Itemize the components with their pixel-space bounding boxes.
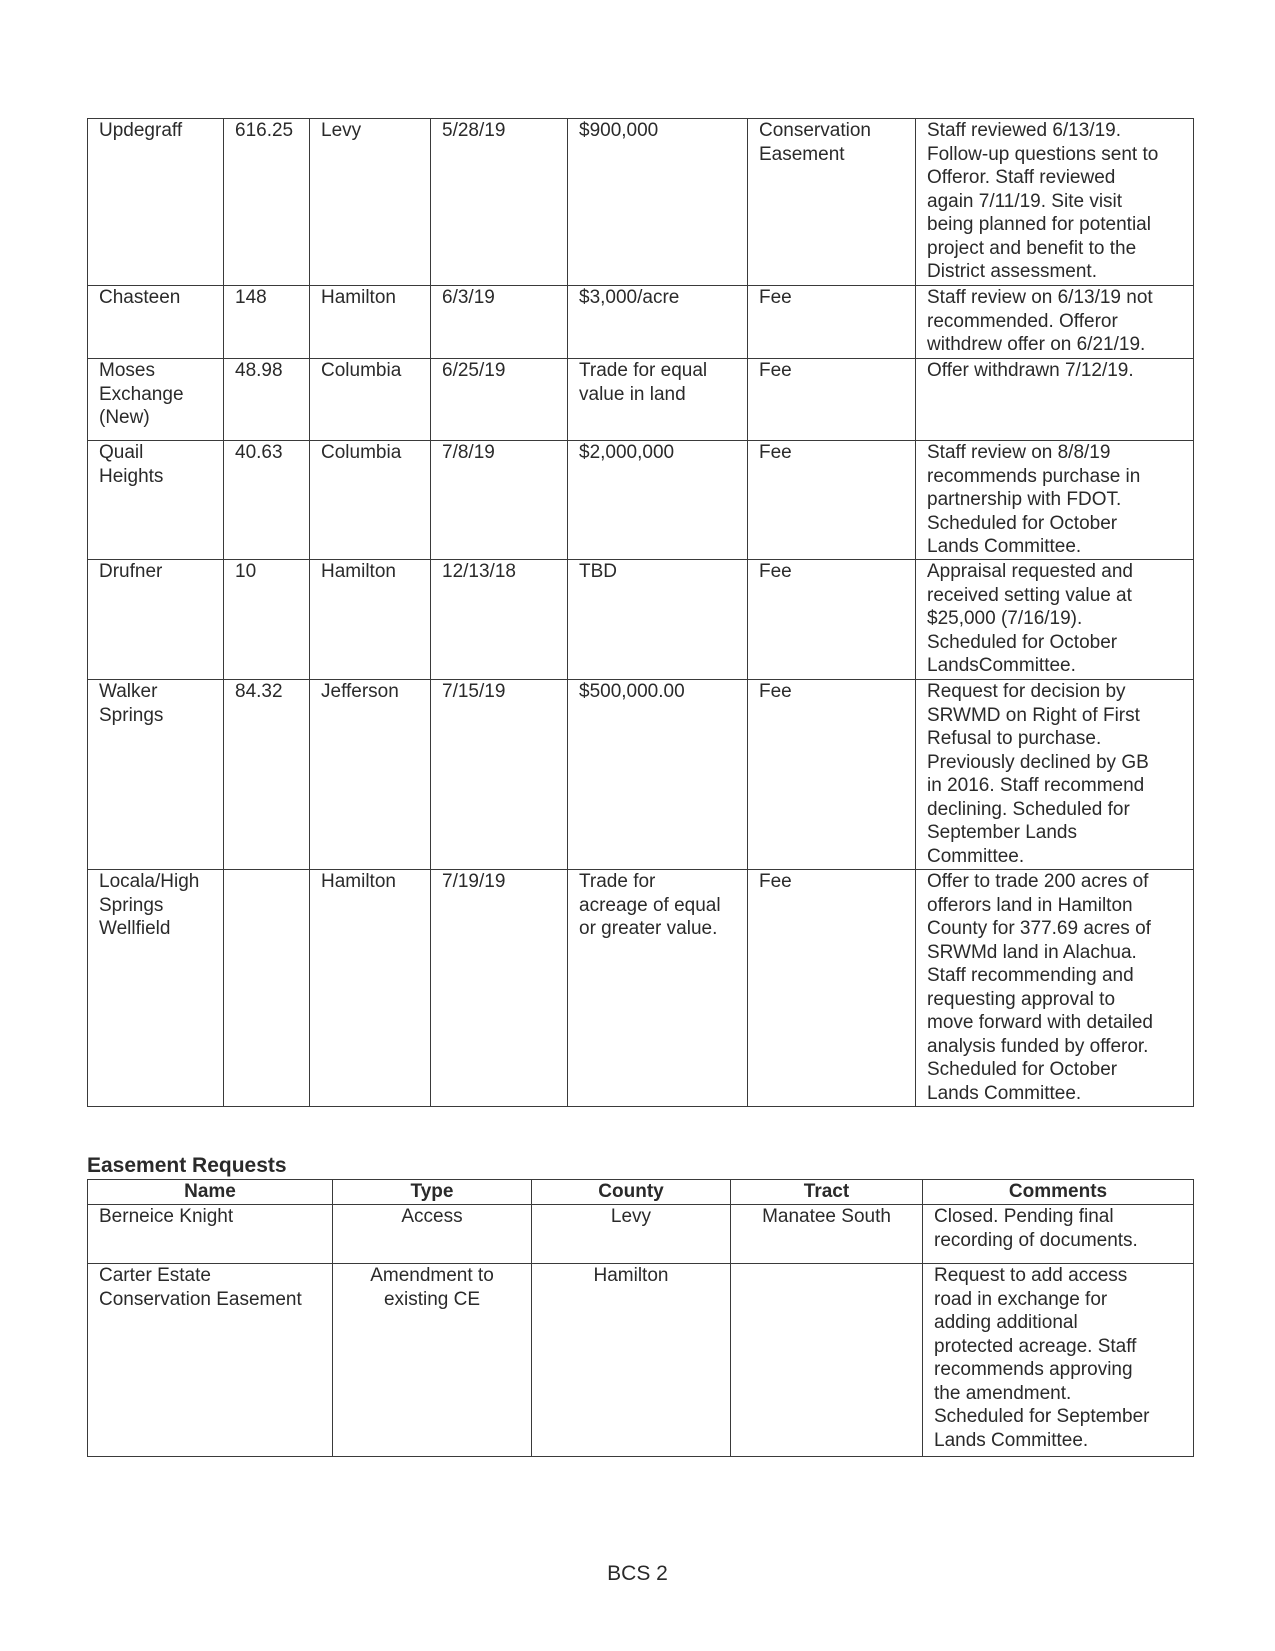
offer-date-cell: 7/8/19 — [431, 441, 568, 560]
offer-name-cell: Quail Heights — [88, 441, 224, 560]
offer-comments-cell: Request for decision by SRWMD on Right of First Refusal to purchase. Previously declined by GB in 2016. Staff recommend declining. Scheduled for September Lands Committee. — [916, 680, 1194, 870]
offer-comments-cell: Offer to trade 200 acres of offerors land in Hamilton County for 377.69 acres of SRWMd land in Alachua. Staff recommending and requesting approval to move forward with detailed analysis funded by offeror. Scheduled for October Lands Committee. — [916, 870, 1194, 1107]
easement-comments-cell: Closed. Pending final recording of documents. — [923, 1205, 1194, 1264]
offer-price-cell: Trade for equal value in land — [568, 359, 748, 441]
offer-name-cell: Walker Springs — [88, 680, 224, 870]
table-row — [88, 680, 1194, 870]
table-row — [88, 1205, 1194, 1264]
offer-comments-cell: Staff reviewed 6/13/19. Follow-up questions sent to Offeror. Staff reviewed again 7/11/19. Site visit being planned for potential project and benefit to the District assessment. — [916, 119, 1194, 286]
column-header-type: Type — [333, 1180, 532, 1205]
easement-type-cell: Amendment to existing CE — [333, 1264, 532, 1457]
offer-date-cell: 7/15/19 — [431, 680, 568, 870]
offer-county-cell: Hamilton — [310, 870, 431, 1107]
offer-type-cell: Conservation Easement — [748, 119, 916, 286]
offer-acres-cell: 148 — [224, 286, 310, 359]
column-header-county: County — [532, 1180, 731, 1205]
offer-acres-cell: 10 — [224, 560, 310, 680]
offer-name-cell: Moses Exchange (New) — [88, 359, 224, 441]
offer-comments-cell: Appraisal requested and received setting value at $25,000 (7/16/19). Scheduled for October LandsCommittee. — [916, 560, 1194, 680]
offer-price-cell: $3,000/acre — [568, 286, 748, 359]
offer-acres-cell: 48.98 — [224, 359, 310, 441]
offer-date-cell: 6/25/19 — [431, 359, 568, 441]
offer-acres-cell: 40.63 — [224, 441, 310, 560]
offer-price-cell: $500,000.00 — [568, 680, 748, 870]
offer-date-cell: 6/3/19 — [431, 286, 568, 359]
offer-county-cell: Columbia — [310, 359, 431, 441]
land-offers-table — [87, 118, 1194, 1107]
easement-county-cell: Hamilton — [532, 1264, 731, 1457]
offer-comments-cell: Staff review on 6/13/19 not recommended. Offeror withdrew offer on 6/21/19. — [916, 286, 1194, 359]
column-header-comments: Comments — [923, 1180, 1194, 1205]
offer-type-cell: Fee — [748, 359, 916, 441]
offer-type-cell: Fee — [748, 680, 916, 870]
table-row — [88, 1264, 1194, 1457]
table-row — [88, 119, 1194, 286]
table-row — [88, 359, 1194, 441]
offer-name-cell: Locala/High Springs Wellfield — [88, 870, 224, 1107]
offer-name-cell: Drufner — [88, 560, 224, 680]
offer-type-cell: Fee — [748, 286, 916, 359]
offer-county-cell: Columbia — [310, 441, 431, 560]
easement-requests-heading: Easement Requests — [87, 1154, 287, 1177]
offer-county-cell: Hamilton — [310, 560, 431, 680]
easement-comments-cell: Request to add access road in exchange for adding additional protected acreage. Staff recommends approving the amendment. Scheduled for September Lands Committee. — [923, 1264, 1194, 1457]
offer-price-cell: $2,000,000 — [568, 441, 748, 560]
offer-county-cell: Hamilton — [310, 286, 431, 359]
easement-type-cell: Access — [333, 1205, 532, 1264]
offer-acres-cell: 616.25 — [224, 119, 310, 286]
table-row — [88, 286, 1194, 359]
easement-name-cell: Berneice Knight — [88, 1205, 333, 1264]
table-row — [88, 441, 1194, 560]
offer-type-cell: Fee — [748, 870, 916, 1107]
easement-county-cell: Levy — [532, 1205, 731, 1264]
offer-name-cell: Updegraff — [88, 119, 224, 286]
offer-acres-cell: 84.32 — [224, 680, 310, 870]
offer-date-cell: 12/13/18 — [431, 560, 568, 680]
offer-price-cell: Trade for acreage of equal or greater value. — [568, 870, 748, 1107]
table-row — [88, 870, 1194, 1107]
easement-tract-cell — [731, 1264, 923, 1457]
offer-county-cell: Levy — [310, 119, 431, 286]
page-number: BCS 2 — [607, 1562, 668, 1585]
column-header-tract: Tract — [731, 1180, 923, 1205]
offer-name-cell: Chasteen — [88, 286, 224, 359]
offer-comments-cell: Offer withdrawn 7/12/19. — [916, 359, 1194, 441]
offer-type-cell: Fee — [748, 441, 916, 560]
easement-name-cell: Carter Estate Conservation Easement — [88, 1264, 333, 1457]
table-row — [88, 560, 1194, 680]
column-header-name: Name — [88, 1180, 333, 1205]
easement-requests-table — [87, 1179, 1194, 1457]
offer-price-cell: TBD — [568, 560, 748, 680]
offer-acres-cell — [224, 870, 310, 1107]
easement-tract-cell: Manatee South — [731, 1205, 923, 1264]
table-header-row — [88, 1180, 1194, 1205]
offer-county-cell: Jefferson — [310, 680, 431, 870]
offer-comments-cell: Staff review on 8/8/19 recommends purchase in partnership with FDOT. Scheduled for October Lands Committee. — [916, 441, 1194, 560]
offer-date-cell: 5/28/19 — [431, 119, 568, 286]
offer-date-cell: 7/19/19 — [431, 870, 568, 1107]
offer-type-cell: Fee — [748, 560, 916, 680]
offer-price-cell: $900,000 — [568, 119, 748, 286]
